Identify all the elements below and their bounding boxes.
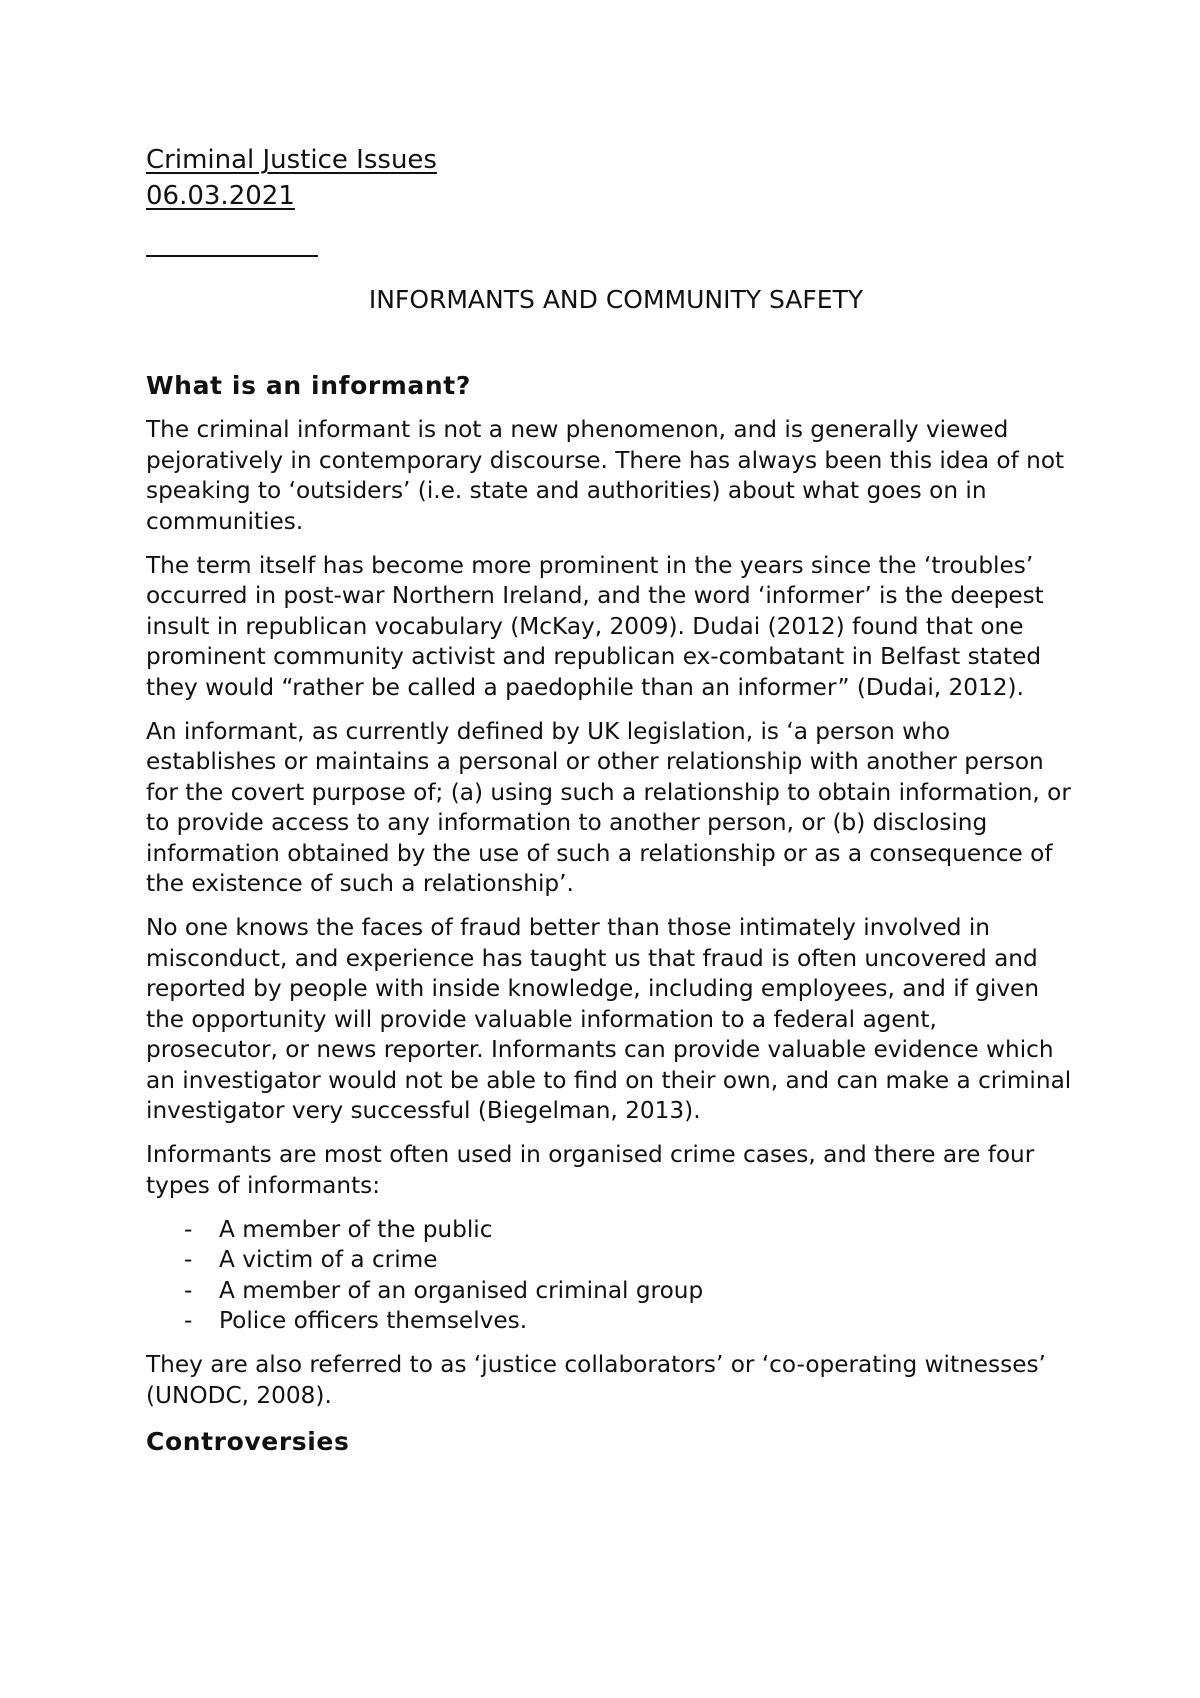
list-bullet-dash: - [184, 1276, 193, 1304]
paragraph: They are also referred to as ‘justice collaborators’ or ‘co-operating witnesses’ (UNODC, 2008). [146, 1351, 1046, 1409]
section-heading-what-is-an-informant: What is an informant? [146, 371, 471, 400]
paragraph: No one knows the faces of fraud better than those intimately involved in misconduct, and experience has taught us that fraud is often uncovered and reported by people with inside knowledge, including employees, and if given the opportunity will provide valuable information to a federal agent, prosecutor, or news reporter. Informants can provide valuable evidence which an investigator would not be able to find on their own, and can make a criminal investigator very successful (Biegelman, 2013). [146, 914, 1072, 1124]
list-bullet-dash: - [184, 1246, 193, 1273]
paragraph: An informant, as currently defined by UK legislation, is ‘a person who establishes or maintains a personal or other relationship with another person for the covert purpose of; (a) using such a relationship to obtain information, or to provide access to any information to another person, or (b) disclosing information obtained by the use of such a relationship or as a consequence of the existence of such a relationship’. [146, 717, 1071, 897]
document-body [146, 142, 1076, 1459]
list-bullet-dash: - [184, 1215, 193, 1243]
list-bullet-dash: - [184, 1307, 193, 1334]
paragraph: The term itself has become more prominent in the years since the ‘troubles’ occurred in post-war Northern Ireland, and the word ‘informer’ is the deepest insult in republican vocabulary (McKay, 2009). Dudai (2012) found that one prominent community activist and republican ex-combatant in Belfast stated they would “rather be called a paedophile than an informer” (Dudai, 2012). [146, 551, 1044, 701]
list-item-text: A victim of a crime [219, 1246, 438, 1273]
document-date: 06.03.2021 [146, 181, 295, 211]
list-item [146, 1245, 1076, 1276]
paragraph: The criminal informant is not a new phenomenon, and is generally viewed pejoratively in contemporary discourse. There has always been this idea of not speaking to ‘outsiders’ (i.e. state and authorities) about what goes on in communities. [146, 416, 1065, 535]
section-heading-controversies: Controversies [146, 1427, 350, 1456]
list-item-text: A member of the public [219, 1215, 493, 1243]
horizontal-rule [146, 255, 318, 257]
paragraph: Informants are most often used in organised crime cases, and there are four types of informants: [146, 1141, 1035, 1199]
course-title: Criminal Justice Issues [146, 145, 437, 175]
list-item-text: Police officers themselves. [219, 1307, 528, 1334]
list-item [146, 1306, 1076, 1337]
list-item [146, 1276, 1076, 1307]
informant-types-list [146, 1215, 1076, 1337]
list-item [146, 1215, 1076, 1246]
list-item-text: A member of an organised criminal group [219, 1276, 704, 1304]
document-title: INFORMANTS AND COMMUNITY SAFETY [368, 285, 864, 314]
